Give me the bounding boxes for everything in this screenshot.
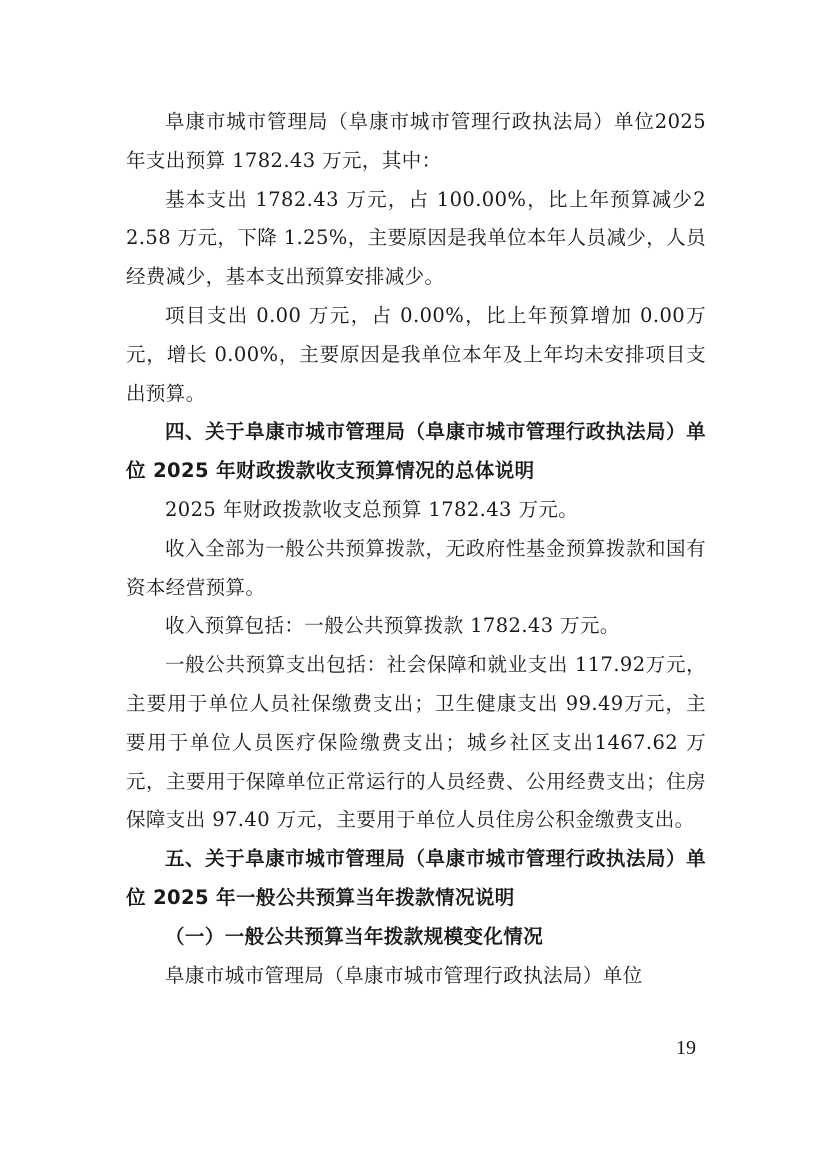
paragraph-basic-expenditure: 基本支出 1782.43 万元，占 100.00%，比上年预算减少22.58 万元，下降 1.25%，主要原因是我单位本年人员减少，人员经费减少，基本支出预算安排减少。 (126, 187, 706, 289)
paragraph-unit-name: 阜康市城市管理局（阜康市城市管理行政执法局）单位 (165, 963, 643, 987)
paragraph-public-expenditure: 一般公共预算支出包括：社会保障和就业支出 117.92万元，主要用于单位人员社保缴费支出；卫生健康支出 99.49万元，主要用于单位人员医疗保险缴费支出；城乡社区支出1467.62 万元，主要用于保障单位正常运行的人员经费、公用经费支出；住房保障支出 97.40 万元，主要用于单位人员住房公积金缴费支出。 (126, 653, 706, 832)
paragraph-fiscal-total: 2025 年财政拨款收支总预算 1782.43 万元。 (165, 497, 579, 521)
paragraph-income-source: 收入全部为一般公共预算拨款，无政府性基金预算拨款和国有资本经营预算。 (126, 536, 706, 599)
section-heading-5: 五、关于阜康市城市管理局（阜康市城市管理行政执法局）单位 2025 年一般公共预算当年拨款情况说明 (126, 847, 706, 909)
section-heading-4: 四、关于阜康市城市管理局（阜康市城市管理行政执法局）单位 2025 年财政拨款收支预算情况的总体说明 (126, 420, 706, 483)
page-number: 19 (676, 1037, 696, 1059)
subsection-heading-1: （一）一般公共预算当年拨款规模变化情况 (165, 924, 544, 948)
paragraph-project-expenditure: 项目支出 0.00 万元，占 0.00%，比上年预算增加 0.00万元，增长 0.00%，主要原因是我单位本年及上年均未安排项目支出预算。 (126, 303, 706, 405)
paragraph-budget-total: 阜康市城市管理局（阜康市城市管理行政执法局）单位2025 年支出预算 1782.43 万元，其中： (126, 110, 706, 172)
body-text (126, 103, 706, 995)
paragraph-income-budget: 收入预算包括：一般公共预算拨款 1782.43 万元。 (165, 614, 620, 638)
